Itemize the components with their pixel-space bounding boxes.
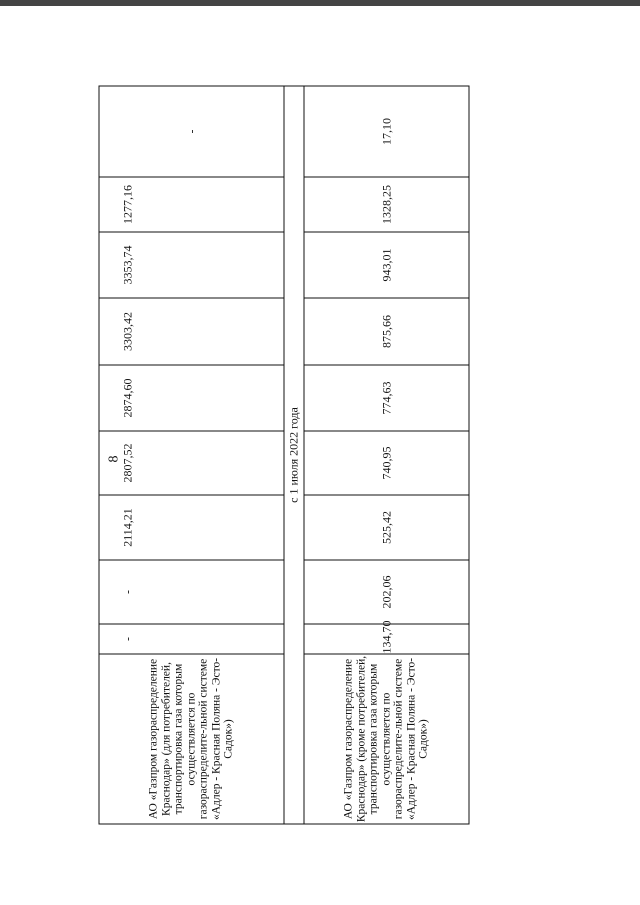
- value-cell: 2807,52: [99, 431, 284, 495]
- rotated-table: [98, 86, 467, 824]
- value-cell: 774,63: [304, 365, 469, 431]
- value-cell: 943,01: [304, 232, 469, 298]
- organization-cell: АО «Газпром газораспределение Краснодар» (кроме потребителей, транспортировка газа которым осуществляется по газораспределите-льной системе «Адлер - Красная Поляна - Эсто-Садок»): [304, 654, 469, 824]
- value-cell: 1277,16: [99, 177, 284, 232]
- table-row: [99, 86, 284, 824]
- value-cell: -: [99, 86, 284, 177]
- value-cell: 2874,60: [99, 365, 284, 431]
- value-cell: 740,95: [304, 431, 469, 495]
- value-cell: -: [99, 560, 284, 624]
- value-cell: 17,10: [304, 86, 469, 177]
- value-cell: 3353,74: [99, 232, 284, 298]
- value-cell: 525,42: [304, 495, 469, 560]
- section-header: с 1 июля 2022 года: [284, 86, 304, 824]
- section-row: [284, 86, 304, 824]
- value-cell: 202,06: [304, 560, 469, 624]
- value-cell: 875,66: [304, 298, 469, 365]
- value-cell: -: [99, 624, 284, 654]
- table-container: [98, 86, 467, 824]
- value-cell: 3303,42: [99, 298, 284, 365]
- value-cell: 1328,25: [304, 177, 469, 232]
- value-cell: 134,70: [304, 624, 469, 654]
- page-number: 8: [106, 455, 121, 463]
- table-row: [304, 86, 469, 824]
- organization-cell: АО «Газпром газораспределение Краснодар» (для потребителей, транспортировка газа которым осуществляется по газораспределите-льной системе «Адлер - Красная Поляна - Эсто-Садок»): [99, 654, 284, 824]
- scan-edge: [0, 0, 640, 6]
- value-cell: 2114,21: [99, 495, 284, 560]
- tariff-table: [98, 85, 469, 824]
